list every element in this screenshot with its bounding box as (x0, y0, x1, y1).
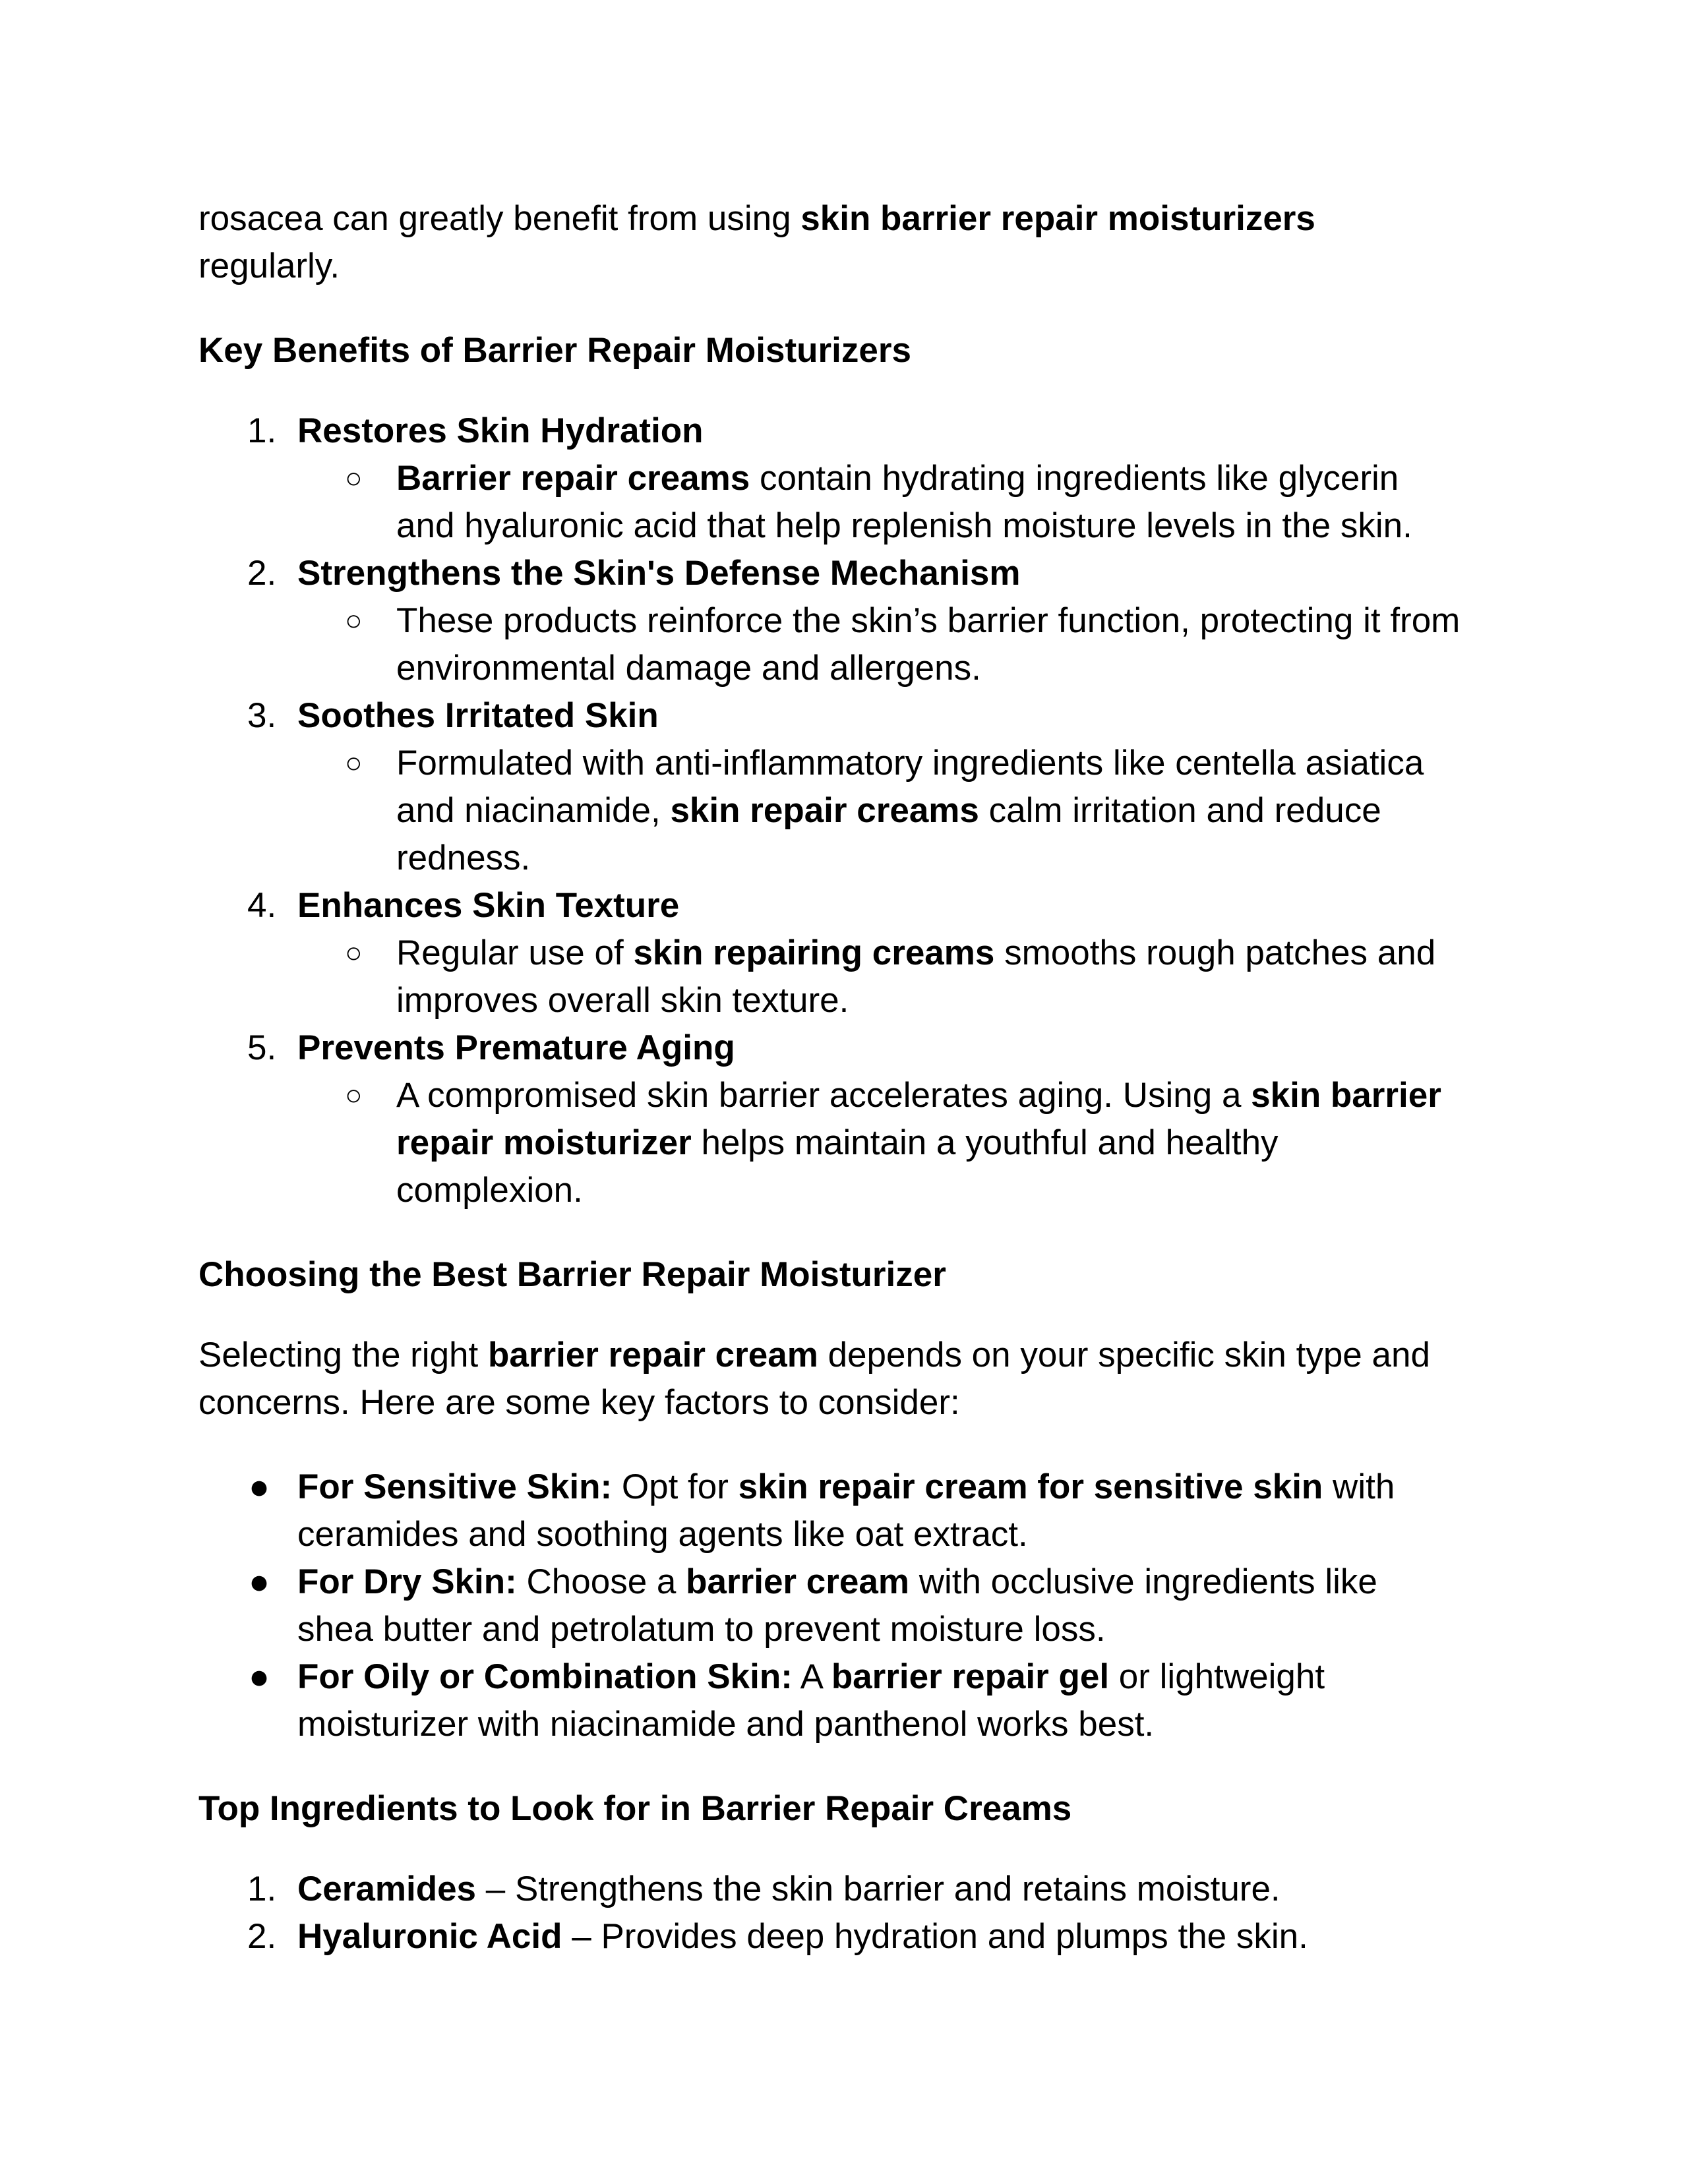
benefit-item (198, 407, 1517, 455)
ingredient-item (198, 1913, 1517, 1961)
skin-type-bold: barrier cream (686, 1562, 909, 1601)
list-number: 3. (247, 696, 277, 735)
ingredient-desc: – Strengthens the skin barrier and retains moisture. (476, 1870, 1281, 1908)
detail-text: Formulated with anti-inflammatory ingredients like centella asiatica (396, 744, 1424, 782)
skin-type-text: or lightweight (1109, 1657, 1325, 1696)
detail-text: and hyaluronic acid that help replenish moisture levels in the skin. (396, 506, 1412, 545)
detail-text: Regular use of (396, 933, 634, 972)
detail-bold: skin repair creams (670, 791, 979, 830)
skin-type-text: A (792, 1657, 831, 1696)
intro-text-end: regularly. (198, 247, 340, 285)
benefit-detail (198, 930, 1517, 1024)
paragraph-text: depends on your specific skin type and (818, 1336, 1430, 1374)
list-number: 1. (247, 411, 277, 450)
benefit-item (198, 1024, 1517, 1072)
bullet-icon: ● (249, 1657, 270, 1696)
benefit-detail (198, 597, 1517, 692)
detail-bold: Barrier repair creams (396, 459, 750, 498)
circle-bullet-icon: ○ (345, 462, 363, 494)
detail-text: contain hydrating ingredients like glycerin (750, 459, 1399, 498)
benefit-detail (198, 1072, 1517, 1214)
benefit-detail (198, 455, 1517, 550)
benefit-item (198, 692, 1517, 740)
detail-bold: skin barrier (1251, 1076, 1441, 1115)
detail-text: helps maintain a youthful and healthy (691, 1123, 1279, 1162)
benefit-title: Restores Skin Hydration (297, 411, 704, 450)
skin-type-text: with occlusive ingredients like (909, 1562, 1377, 1601)
bullet-icon: ● (249, 1562, 270, 1601)
list-number: 4. (247, 886, 277, 925)
list-number: 2. (247, 1917, 277, 1956)
benefit-item (198, 550, 1517, 597)
detail-text: and niacinamide, (396, 791, 671, 830)
skin-type-text: moisturizer with niacinamide and panthenol works best. (297, 1705, 1155, 1744)
intro-text: rosacea can greatly benefit from using (198, 199, 801, 238)
benefit-title: Soothes Irritated Skin (297, 696, 659, 735)
choosing-paragraph (198, 1332, 1517, 1427)
benefit-detail (198, 740, 1517, 882)
skin-type-item (198, 1558, 1517, 1653)
detail-text: environmental damage and allergens. (396, 649, 981, 688)
document-page (198, 195, 1517, 1961)
skin-type-text: shea butter and petrolatum to prevent moisture loss. (297, 1610, 1106, 1649)
ingredient-item (198, 1866, 1517, 1913)
skin-type-item (198, 1463, 1517, 1558)
detail-text: A compromised skin barrier accelerates aging. Using a (396, 1076, 1251, 1115)
detail-text: redness. (396, 839, 531, 877)
benefit-title: Enhances Skin Texture (297, 886, 680, 925)
skin-type-text: with (1323, 1467, 1395, 1506)
ingredients-heading: Top Ingredients to Look for in Barrier Repair Creams (198, 1789, 1072, 1828)
skin-type-label: For Dry Skin: (297, 1562, 517, 1601)
detail-text: improves overall skin texture. (396, 981, 849, 1020)
benefit-item (198, 882, 1517, 930)
detail-bold: skin repairing creams (633, 933, 995, 972)
detail-text: smooths rough patches and (994, 933, 1436, 972)
skin-type-text: Opt for (612, 1467, 738, 1506)
intro-paragraph (198, 195, 1517, 290)
intro-bold: skin barrier repair moisturizers (800, 199, 1315, 238)
ingredient-name: Ceramides (297, 1870, 477, 1908)
list-number: 1. (247, 1870, 277, 1908)
skin-type-text: Choose a (516, 1562, 686, 1601)
skin-type-bold: skin repair cream for sensitive skin (738, 1467, 1323, 1506)
paragraph-text: Selecting the right (198, 1336, 488, 1374)
benefit-title: Prevents Premature Aging (297, 1028, 735, 1067)
detail-bold: repair moisturizer (396, 1123, 692, 1162)
circle-bullet-icon: ○ (345, 1079, 363, 1111)
circle-bullet-icon: ○ (345, 937, 363, 969)
list-number: 5. (247, 1028, 277, 1067)
skin-type-label: For Sensitive Skin: (297, 1467, 613, 1506)
circle-bullet-icon: ○ (345, 747, 363, 779)
list-number: 2. (247, 554, 277, 593)
skin-type-item (198, 1653, 1517, 1748)
paragraph-bold: barrier repair cream (487, 1336, 818, 1374)
bullet-icon: ● (249, 1467, 270, 1506)
ingredient-desc: – Provides deep hydration and plumps the skin. (562, 1917, 1308, 1956)
skin-type-label: For Oily or Combination Skin: (297, 1657, 793, 1696)
benefits-heading: Key Benefits of Barrier Repair Moisturizers (198, 331, 911, 370)
choosing-heading: Choosing the Best Barrier Repair Moisturizer (198, 1255, 946, 1294)
benefit-title: Strengthens the Skin's Defense Mechanism (297, 554, 1021, 593)
detail-text: complexion. (396, 1171, 583, 1210)
ingredient-name: Hyaluronic Acid (297, 1917, 562, 1956)
detail-text: calm irritation and reduce (979, 791, 1381, 830)
paragraph-text: concerns. Here are some key factors to consider: (198, 1383, 960, 1422)
skin-type-bold: barrier repair gel (831, 1657, 1110, 1696)
circle-bullet-icon: ○ (345, 605, 363, 637)
skin-type-text: ceramides and soothing agents like oat extract. (297, 1515, 1028, 1554)
detail-text: These products reinforce the skin’s barrier function, protecting it from (396, 601, 1461, 640)
